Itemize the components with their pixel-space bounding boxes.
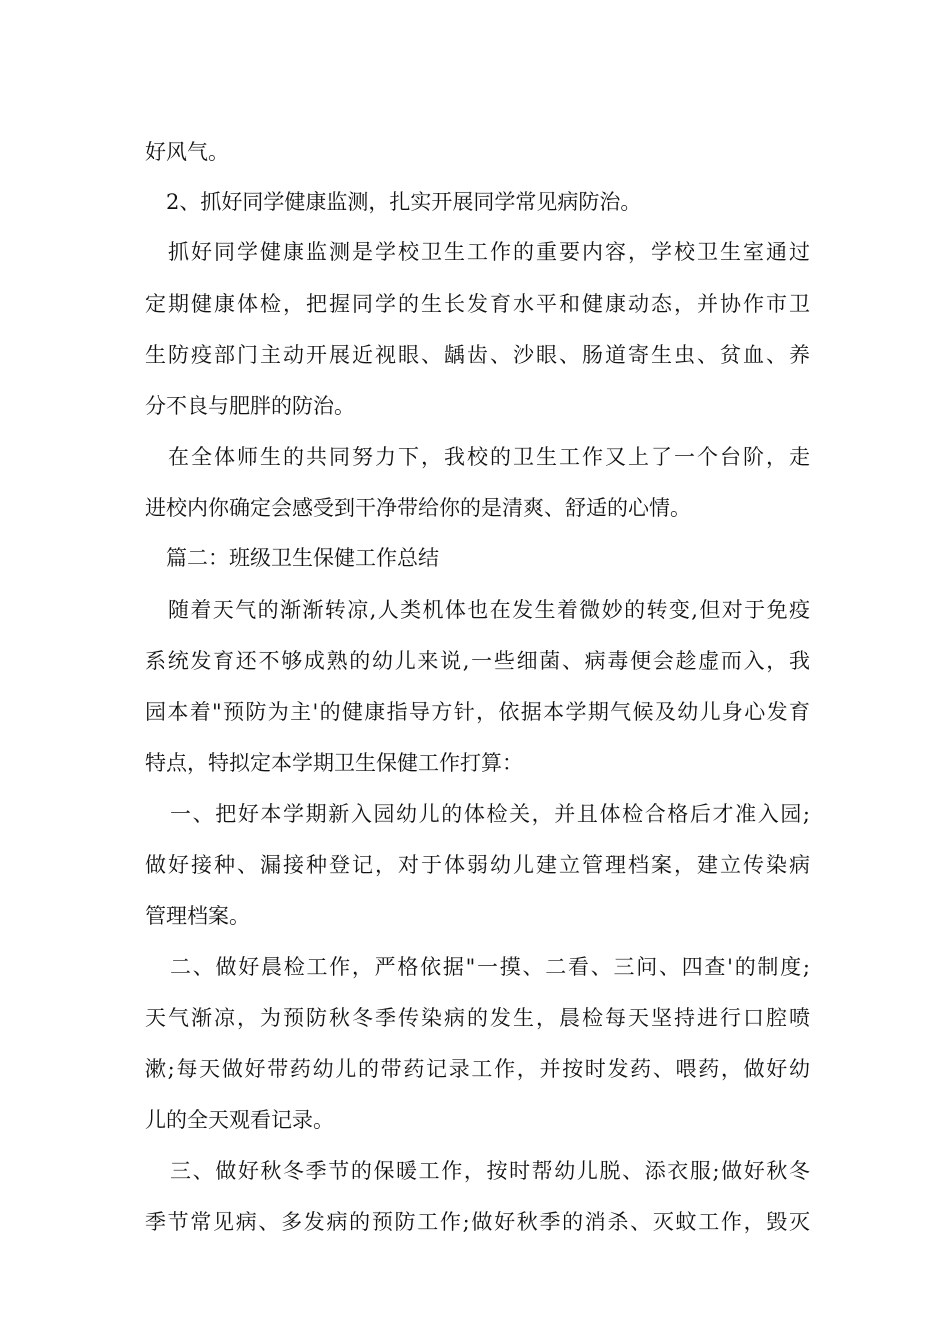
text-line: 定期健康体检，把握同学的生长发育水平和健康动态，并协作市卫 [145,292,810,316]
text-line: 管理档案。 [145,904,250,928]
text-line: 园本着"预防为主'的健康指导方针，依据本学期气候及幼儿身心发育 [145,700,810,724]
text-line: 三、做好秋冬季节的保暖工作，按时帮幼儿脱、添衣服;做好秋冬 [170,1159,810,1183]
text-line: 天气渐凉，为预防秋冬季传染病的发生，晨检每天坚持进行口腔喷 [145,1006,810,1030]
text-line: 生防疫部门主动开展近视眼、龋齿、沙眼、肠道寄生虫、贫血、养 [145,343,810,367]
text-line: 在全体师生的共同努力下，我校的卫生工作又上了一个台阶，走 [168,445,810,469]
text-line: 好风气。 [145,140,229,164]
text-line: 随着天气的渐渐转凉,人类机体也在发生着微妙的转变,但对于免疫 [168,598,810,622]
text-line: 抓好同学健康监测是学校卫生工作的重要内容，学校卫生室通过 [168,240,810,264]
section-heading: 2、抓好同学健康监测，扎实开展同学常见病防治。 [166,190,642,214]
text-line: 季节常见病、多发病的预防工作;做好秋季的消杀、灭蚊工作，毁灭 [145,1210,810,1234]
article-heading: 篇二：班级卫生保健工作总结 [166,546,439,570]
text-line: 系统发育还不够成熟的幼儿来说,一些细菌、病毒便会趁虚而入，我 [145,649,810,673]
text-line: 儿的全天观看记录。 [145,1108,334,1132]
text-line: 特点，特拟定本学期卫生保健工作打算： [145,751,523,775]
text-line: 进校内你确定会感受到干净带给你的是清爽、舒适的心情。 [145,496,691,520]
text-line: 漱;每天做好带药幼儿的带药记录工作，并按时发药、喂药，做好幼 [145,1057,810,1081]
text-line: 分不良与肥胖的防治。 [145,394,355,418]
text-line: 做好接种、漏接种登记，对于体弱幼儿建立管理档案，建立传染病 [145,853,810,877]
text-line: 二、做好晨检工作，严格依据"一摸、二看、三问、四查'的制度; [170,955,810,979]
text-line: 一、把好本学期新入园幼儿的体检关，并且体检合格后才准入园; [170,802,810,826]
